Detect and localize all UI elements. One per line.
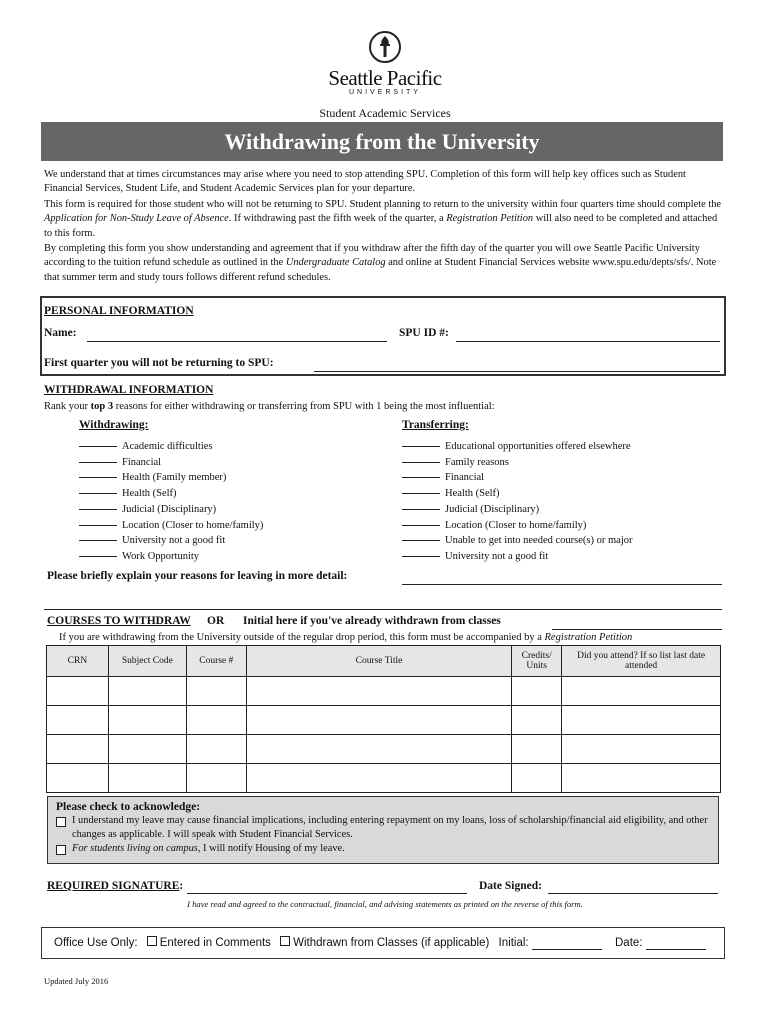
- rank-blank[interactable]: [402, 493, 440, 494]
- column-header-course-number: Course #: [186, 646, 246, 677]
- courses-table: [46, 645, 721, 793]
- list-item: Judicial (Disciplinary): [79, 502, 263, 518]
- column-header-course-title: Course Title: [246, 646, 512, 677]
- rank-blank[interactable]: [79, 446, 117, 447]
- withdrawn-from-classes-checkbox[interactable]: [280, 936, 290, 946]
- page-title: Withdrawing from the University: [41, 122, 723, 161]
- table-cell[interactable]: [562, 706, 721, 735]
- table-cell[interactable]: [562, 677, 721, 706]
- explain-field-line-2[interactable]: [44, 596, 722, 610]
- list-item: University not a good fit: [402, 549, 632, 565]
- initial-withdrawn-label: Initial here if you've already withdrawn from classes: [243, 615, 501, 627]
- courses-to-withdraw-heading: COURSES TO WITHDRAW: [47, 615, 191, 627]
- intro-paragraph-2: This form is required for those student who will not be returning to SPU. Student planning to return to the university within four quarters time should complete the Application for Non-Study Leave of Absence. If withdrawing past the fifth week of the quarter, a Registration Petition will also need to be completed and attached to this form.: [44, 198, 722, 239]
- list-item: Work Opportunity: [79, 549, 263, 565]
- rank-blank[interactable]: [79, 462, 117, 463]
- rank-blank[interactable]: [79, 525, 117, 526]
- rank-blank[interactable]: [79, 556, 117, 557]
- table-cell[interactable]: [47, 735, 109, 764]
- signature-agreement-note: I have read and agreed to the contractual, financial, and advising statements as printed on the reverse of this form.: [187, 899, 583, 909]
- name-label: Name:: [44, 327, 77, 339]
- rank-blank[interactable]: [402, 509, 440, 510]
- list-item: Judicial (Disciplinary): [402, 502, 632, 518]
- office-initial-field[interactable]: [532, 937, 602, 950]
- table-cell[interactable]: [47, 706, 109, 735]
- list-item: Educational opportunities offered elsewhere: [402, 439, 632, 455]
- table-cell[interactable]: [47, 677, 109, 706]
- entered-in-comments-label: Entered in Comments: [159, 937, 271, 949]
- explain-field-line-1[interactable]: [402, 571, 722, 585]
- rank-blank[interactable]: [79, 493, 117, 494]
- list-item: Location (Closer to home/family): [79, 518, 263, 534]
- entered-in-comments-checkbox[interactable]: [147, 936, 157, 946]
- university-name: Seattle Pacific: [328, 66, 442, 90]
- spu-id-field[interactable]: [456, 328, 720, 342]
- name-field[interactable]: [87, 328, 387, 342]
- rank-blank[interactable]: [79, 477, 117, 478]
- courses-note: If you are withdrawing from the University outside of the regular drop period, this form must be accompanied by a Registration Petition: [59, 632, 633, 643]
- column-header-attended: Did you attend? If so list last date attended: [562, 646, 721, 677]
- table-cell[interactable]: [512, 764, 562, 793]
- table-header-row: [47, 646, 721, 677]
- table-cell[interactable]: [186, 764, 246, 793]
- list-item: Health (Self): [79, 486, 263, 502]
- department-name: Student Academic Services: [319, 106, 451, 120]
- rank-blank[interactable]: [79, 540, 117, 541]
- table-cell[interactable]: [246, 764, 512, 793]
- column-header-credits: Credits/ Units: [512, 646, 562, 677]
- rank-blank[interactable]: [402, 462, 440, 463]
- table-cell[interactable]: [512, 706, 562, 735]
- acknowledge-item-1-text: I understand my leave may cause financial implications, including entering repayment on my loans, loss of scholarship/financial aid eligibility, and other changes as applicable. I will speak with Student Financial Services.: [72, 815, 708, 840]
- initial-withdrawn-field[interactable]: [552, 617, 722, 630]
- table-row: [47, 735, 721, 764]
- table-cell[interactable]: [186, 735, 246, 764]
- withdrawn-from-classes-label: Withdrawn from Classes (if applicable): [293, 937, 490, 949]
- table-cell[interactable]: [186, 677, 246, 706]
- table-cell[interactable]: [108, 735, 186, 764]
- list-item: Family reasons: [402, 455, 632, 471]
- rank-blank[interactable]: [402, 556, 440, 557]
- table-cell[interactable]: [562, 764, 721, 793]
- table-cell[interactable]: [108, 706, 186, 735]
- rank-blank[interactable]: [402, 446, 440, 447]
- intro-paragraph-3: By completing this form you show understanding and agreement that if you withdraw after the fifth day of the quarter you will owe Seattle Pacific University according to the tuition refund schedule as outlined in the Undergraduate Catalog and online at Student Financial Services website www.spu.edu/depts/sfs/. Note that summer term and study tours follows different refund schedules.: [44, 243, 717, 283]
- spu-id-label: SPU ID #:: [399, 327, 449, 339]
- acknowledge-item-2-text: For students living on campus, I will notify Housing of my leave.: [72, 843, 345, 854]
- explain-label: Please briefly explain your reasons for leaving in more detail:: [47, 570, 348, 582]
- transferring-heading: Transferring:: [402, 419, 469, 431]
- table-cell[interactable]: [246, 677, 512, 706]
- office-use-label: Office Use Only:: [54, 937, 138, 949]
- table-cell[interactable]: [47, 764, 109, 793]
- office-use-box: [41, 927, 725, 959]
- signature-field[interactable]: [187, 881, 467, 894]
- table-cell[interactable]: [108, 764, 186, 793]
- rank-blank[interactable]: [402, 477, 440, 478]
- table-cell[interactable]: [562, 735, 721, 764]
- office-initial-label: Initial:: [498, 937, 529, 949]
- first-quarter-label: First quarter you will not be returning to SPU:: [44, 357, 274, 369]
- intro-text: [44, 168, 724, 286]
- required-signature-label: REQUIRED SIGNATURE:: [47, 880, 184, 892]
- table-cell[interactable]: [186, 706, 246, 735]
- university-subtitle: UNIVERSITY: [348, 89, 421, 96]
- university-logo: [318, 30, 452, 97]
- column-header-subject-code: Subject Code: [108, 646, 186, 677]
- table-cell[interactable]: [246, 735, 512, 764]
- list-item: Financial: [402, 470, 632, 486]
- table-cell[interactable]: [108, 677, 186, 706]
- office-date-label: Date:: [615, 937, 643, 949]
- housing-checkbox[interactable]: [56, 845, 66, 855]
- updated-date: Updated July 2016: [44, 976, 109, 986]
- financial-checkbox[interactable]: [56, 817, 66, 827]
- office-date-field[interactable]: [646, 937, 706, 950]
- transferring-options-list: [402, 439, 632, 565]
- intro-paragraph-1: We understand that at times circumstances may arise where you need to stop attending SPU. Completion of this form will help key offices such as Student Financial Services, Student Life, and Student Academic Services plan for your departure.: [44, 169, 686, 195]
- or-label: OR: [207, 615, 225, 627]
- date-signed-label: Date Signed:: [479, 880, 542, 892]
- list-item: Unable to get into needed course(s) or major: [402, 533, 632, 549]
- acknowledge-item-housing: [56, 842, 710, 856]
- list-item: Financial: [79, 455, 263, 471]
- first-quarter-field[interactable]: [314, 358, 720, 372]
- rank-instructions: Rank your top 3 reasons for either withdrawing or transferring from SPU with 1 being the most influential:: [44, 401, 495, 412]
- acknowledge-item-financial: [56, 814, 710, 842]
- personal-information-heading: PERSONAL INFORMATION: [44, 305, 194, 317]
- withdrawing-heading: Withdrawing:: [79, 419, 149, 431]
- list-item: Health (Self): [402, 486, 632, 502]
- withdrawing-options-list: [79, 439, 263, 565]
- list-item: Academic difficulties: [79, 439, 263, 455]
- acknowledge-heading: Please check to acknowledge:: [56, 801, 201, 813]
- rank-blank[interactable]: [79, 509, 117, 510]
- table-cell[interactable]: [512, 735, 562, 764]
- rank-blank[interactable]: [402, 540, 440, 541]
- table-row: [47, 764, 721, 793]
- column-header-crn: CRN: [47, 646, 109, 677]
- table-row: [47, 677, 721, 706]
- acknowledge-box: [47, 796, 719, 864]
- table-row: [47, 706, 721, 735]
- table-cell[interactable]: [512, 677, 562, 706]
- withdrawal-information-heading: WITHDRAWAL INFORMATION: [44, 384, 214, 396]
- list-item: Health (Family member): [79, 470, 263, 486]
- table-cell[interactable]: [246, 706, 512, 735]
- torch-emblem-icon: [368, 30, 402, 66]
- list-item: Location (Closer to home/family): [402, 518, 632, 534]
- rank-blank[interactable]: [402, 525, 440, 526]
- list-item: University not a good fit: [79, 533, 263, 549]
- date-signed-field[interactable]: [548, 881, 718, 894]
